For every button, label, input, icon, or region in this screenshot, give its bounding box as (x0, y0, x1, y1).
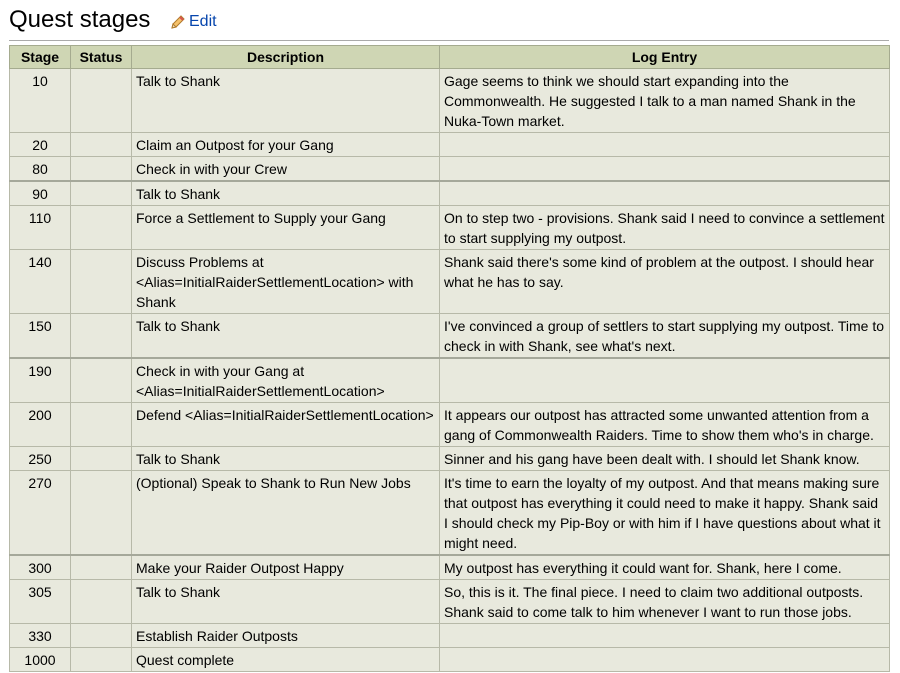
description-cell: Check in with your Crew (132, 157, 440, 182)
table-row (10, 624, 890, 648)
log-entry-cell (440, 133, 890, 157)
log-entry-cell (440, 624, 890, 648)
log-entry-cell: I've convinced a group of settlers to start supplying my outpost. Time to check in with Shank, see what's next. (440, 314, 890, 359)
log-entry-cell (440, 648, 890, 672)
stage-cell: 305 (10, 580, 71, 624)
stage-cell: 270 (10, 471, 71, 556)
description-cell: Talk to Shank (132, 580, 440, 624)
status-cell (71, 580, 132, 624)
log-entry-cell: So, this is it. The final piece. I need to claim two additional outposts. Shank said to come talk to him whenever I want to run those jobs. (440, 580, 890, 624)
stage-cell: 90 (10, 181, 71, 206)
status-cell (71, 471, 132, 556)
status-cell (71, 447, 132, 471)
log-entry-cell: On to step two - provisions. Shank said I need to convince a settlement to start supplying my outpost. (440, 206, 890, 250)
edit-label[interactable]: Edit (189, 13, 217, 30)
log-entry-cell (440, 181, 890, 206)
edit-link[interactable] (169, 12, 217, 32)
table-row (10, 447, 890, 471)
status-cell (71, 403, 132, 447)
table-row (10, 648, 890, 672)
page-title: Quest stages (9, 6, 151, 33)
stage-cell: 300 (10, 555, 71, 580)
table-header-row (10, 46, 890, 69)
description-cell: Claim an Outpost for your Gang (132, 133, 440, 157)
table-row (10, 181, 890, 206)
section-header (9, 4, 889, 41)
log-entry-cell (440, 358, 890, 403)
status-cell (71, 133, 132, 157)
description-cell: Establish Raider Outposts (132, 624, 440, 648)
description-cell: Discuss Problems at <Alias=InitialRaiderSettlementLocation> with Shank (132, 250, 440, 314)
description-cell: Make your Raider Outpost Happy (132, 555, 440, 580)
table-row (10, 157, 890, 182)
log-entry-cell (440, 157, 890, 182)
status-cell (71, 206, 132, 250)
description-cell: Check in with your Gang at <Alias=InitialRaiderSettlementLocation> (132, 358, 440, 403)
pencil-icon (169, 13, 187, 31)
log-entry-cell: My outpost has everything it could want for. Shank, here I come. (440, 555, 890, 580)
description-cell: Quest complete (132, 648, 440, 672)
log-entry-cell: Gage seems to think we should start expanding into the Commonwealth. He suggested I talk to a man named Shank in the Nuka-Town market. (440, 69, 890, 133)
table-row (10, 250, 890, 314)
stage-cell: 110 (10, 206, 71, 250)
table-row (10, 69, 890, 133)
table-row (10, 471, 890, 556)
table-row (10, 555, 890, 580)
description-cell: (Optional) Speak to Shank to Run New Jobs (132, 471, 440, 556)
stage-cell: 190 (10, 358, 71, 403)
log-entry-cell: Sinner and his gang have been dealt with. I should let Shank know. (440, 447, 890, 471)
description-cell: Talk to Shank (132, 447, 440, 471)
table-row (10, 358, 890, 403)
status-cell (71, 69, 132, 133)
table-row (10, 133, 890, 157)
table-row (10, 580, 890, 624)
status-cell (71, 648, 132, 672)
column-header-stage: Stage (10, 46, 71, 69)
stage-cell: 150 (10, 314, 71, 359)
stage-cell: 250 (10, 447, 71, 471)
status-cell (71, 555, 132, 580)
description-cell: Talk to Shank (132, 69, 440, 133)
stage-cell: 10 (10, 69, 71, 133)
log-entry-cell: Shank said there's some kind of problem at the outpost. I should hear what he has to say. (440, 250, 890, 314)
stage-cell: 1000 (10, 648, 71, 672)
table-row (10, 314, 890, 359)
status-cell (71, 250, 132, 314)
stage-cell: 140 (10, 250, 71, 314)
quest-stages-table (9, 45, 890, 672)
column-header-status: Status (71, 46, 132, 69)
status-cell (71, 624, 132, 648)
stage-cell: 330 (10, 624, 71, 648)
log-entry-cell: It's time to earn the loyalty of my outpost. And that means making sure that outpost has everything it could need to make it happy. Shank said I should check my Pip-Boy or with him if I have questions about what it might need. (440, 471, 890, 556)
table-row (10, 403, 890, 447)
stage-cell: 80 (10, 157, 71, 182)
description-cell: Defend <Alias=InitialRaiderSettlementLocation> (132, 403, 440, 447)
table-row (10, 206, 890, 250)
status-cell (71, 181, 132, 206)
log-entry-cell: It appears our outpost has attracted some unwanted attention from a gang of Commonwealth Raiders. Time to show them who's in charge. (440, 403, 890, 447)
description-cell: Talk to Shank (132, 314, 440, 359)
status-cell (71, 314, 132, 359)
status-cell (71, 157, 132, 182)
column-header-description: Description (132, 46, 440, 69)
status-cell (71, 358, 132, 403)
description-cell: Force a Settlement to Supply your Gang (132, 206, 440, 250)
stage-cell: 20 (10, 133, 71, 157)
stage-cell: 200 (10, 403, 71, 447)
column-header-log-entry: Log Entry (440, 46, 890, 69)
description-cell: Talk to Shank (132, 181, 440, 206)
